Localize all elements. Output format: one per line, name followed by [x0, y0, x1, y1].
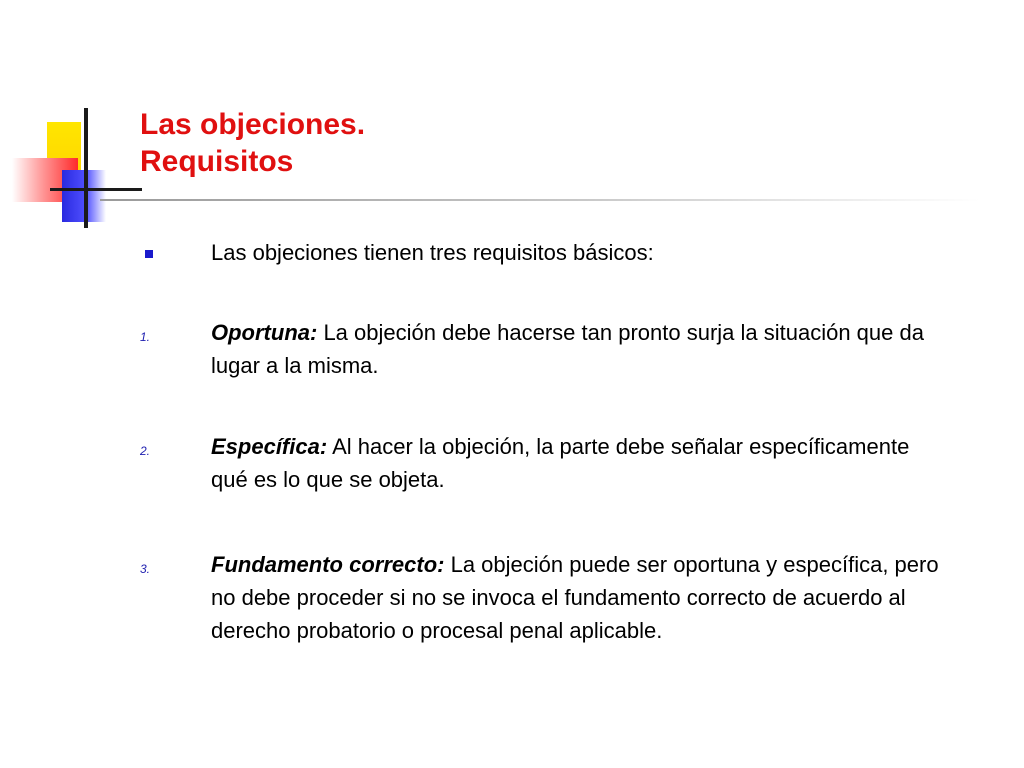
item-number: 2. — [140, 444, 151, 458]
title-line-2: Requisitos — [140, 145, 294, 178]
item-text — [211, 548, 991, 647]
horizontal-line — [50, 188, 142, 191]
item-number: 1. — [140, 330, 151, 344]
item-line-3: derecho probatorio o procesal penal aplicable. — [211, 618, 663, 643]
decorative-blocks-graphic — [0, 0, 150, 240]
item-text — [211, 316, 991, 382]
item-term: Específica: — [211, 434, 328, 459]
slide-title — [140, 106, 365, 180]
item-number: 3. — [140, 562, 151, 576]
square-bullet-icon — [145, 250, 153, 258]
item-line-1: La objeción puede ser oportuna y específica, pero — [444, 552, 939, 577]
title-divider — [100, 199, 980, 201]
item-line-1: La objeción debe hacerse tan pronto surja la situación que da — [317, 320, 924, 345]
intro-text: Las objeciones tienen tres requisitos básicos: — [211, 240, 654, 265]
item-line-1: Al hacer la objeción, la parte debe señalar específicamente — [327, 434, 910, 459]
vertical-line — [84, 108, 88, 228]
item-line-2: qué es lo que se objeta. — [211, 467, 445, 492]
item-term: Fundamento correcto: — [211, 552, 445, 577]
title-line-1: Las objeciones. — [140, 108, 366, 141]
item-text — [211, 430, 991, 496]
item-line-2: no debe proceder si no se invoca el fundamento correcto de acuerdo al — [211, 585, 906, 610]
item-term: Oportuna: — [211, 320, 318, 345]
item-line-2: lugar a la misma. — [211, 353, 379, 378]
